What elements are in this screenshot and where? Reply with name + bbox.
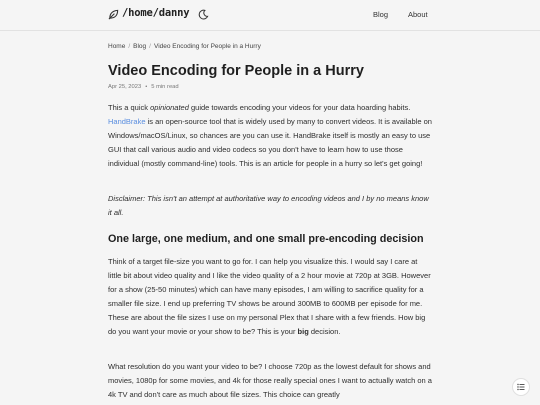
nav-about-link[interactable]: About xyxy=(408,10,428,19)
list-icon xyxy=(517,383,525,391)
intro-text: guide towards encoding your videos for your data hoarding habits. xyxy=(188,103,411,112)
page-title: Video Encoding for People in a Hurry xyxy=(108,63,364,79)
intro-emphasis: opinionated xyxy=(150,103,189,112)
breadcrumb-separator: / xyxy=(128,43,131,50)
disclaimer-paragraph: Disclaimer: This isn't an attempt at authoritative way to encoding videos and I by no means know it all. xyxy=(108,194,429,218)
moon-icon[interactable] xyxy=(198,9,209,20)
body-text: Think of a target file-size you want to go for. I can help you visualize this. I would say I care at little bit about video quality and I like the video quality of a 2 hour movie at 720p at 3GB. However for a show (25-50 minutes) which can have many episodes, I am willing to sacrifice quality for a smaller file size. I end up preferring TV shows be around 300MB to 600MB per episode for me. These are about the file sizes I use on my personal Plex that I share with a few friends. How big do you want your movie or your show to be? This is your xyxy=(108,257,431,337)
intro-paragraph xyxy=(108,101,432,171)
post-meta xyxy=(108,84,179,90)
handbrake-link[interactable]: HandBrake xyxy=(108,117,146,127)
intro-text: is an open-source tool that is widely used by many to convert videos. It is available on Windows/macOS/Linux, so chances are you can use it. HandBrake itself is mostly an easy to use GUI that call various audio and video codecs so you don't have to learn how to use those individual (mostly command-line) tools. This is an article for people in a hurry so let's get going! xyxy=(108,117,432,169)
meta-separator: • xyxy=(145,84,148,90)
breadcrumb-blog[interactable]: Blog xyxy=(133,43,147,50)
site-title[interactable]: /home/danny xyxy=(122,7,190,19)
toc-button[interactable] xyxy=(512,378,530,396)
body-paragraph: What resolution do you want your video to be? I choose 720p as the lowest default for shows and movies, 1080p for some movies, and 4k for those really special ones I want to actually watch on a 4k TV and don't care as much about file sizes. This choice can greatly xyxy=(108,362,432,400)
breadcrumb-current: Video Encoding for People in a Hurry xyxy=(153,43,261,50)
breadcrumb xyxy=(108,43,261,50)
section-heading: One large, one medium, and one small pre-encoding decision xyxy=(108,233,424,245)
breadcrumb-home[interactable]: Home xyxy=(108,43,126,50)
body-paragraph xyxy=(108,255,432,340)
body-bold: big xyxy=(297,327,309,337)
breadcrumb-separator: / xyxy=(149,43,151,50)
read-time: 5 min read xyxy=(151,84,179,90)
site-header xyxy=(0,0,540,31)
body-text: decision. xyxy=(308,327,341,337)
leaf-icon[interactable] xyxy=(108,9,119,20)
intro-text: This a quick xyxy=(108,103,151,112)
nav-blog-link[interactable]: Blog xyxy=(373,10,389,19)
post-date: Apr 25, 2023 xyxy=(108,84,142,90)
